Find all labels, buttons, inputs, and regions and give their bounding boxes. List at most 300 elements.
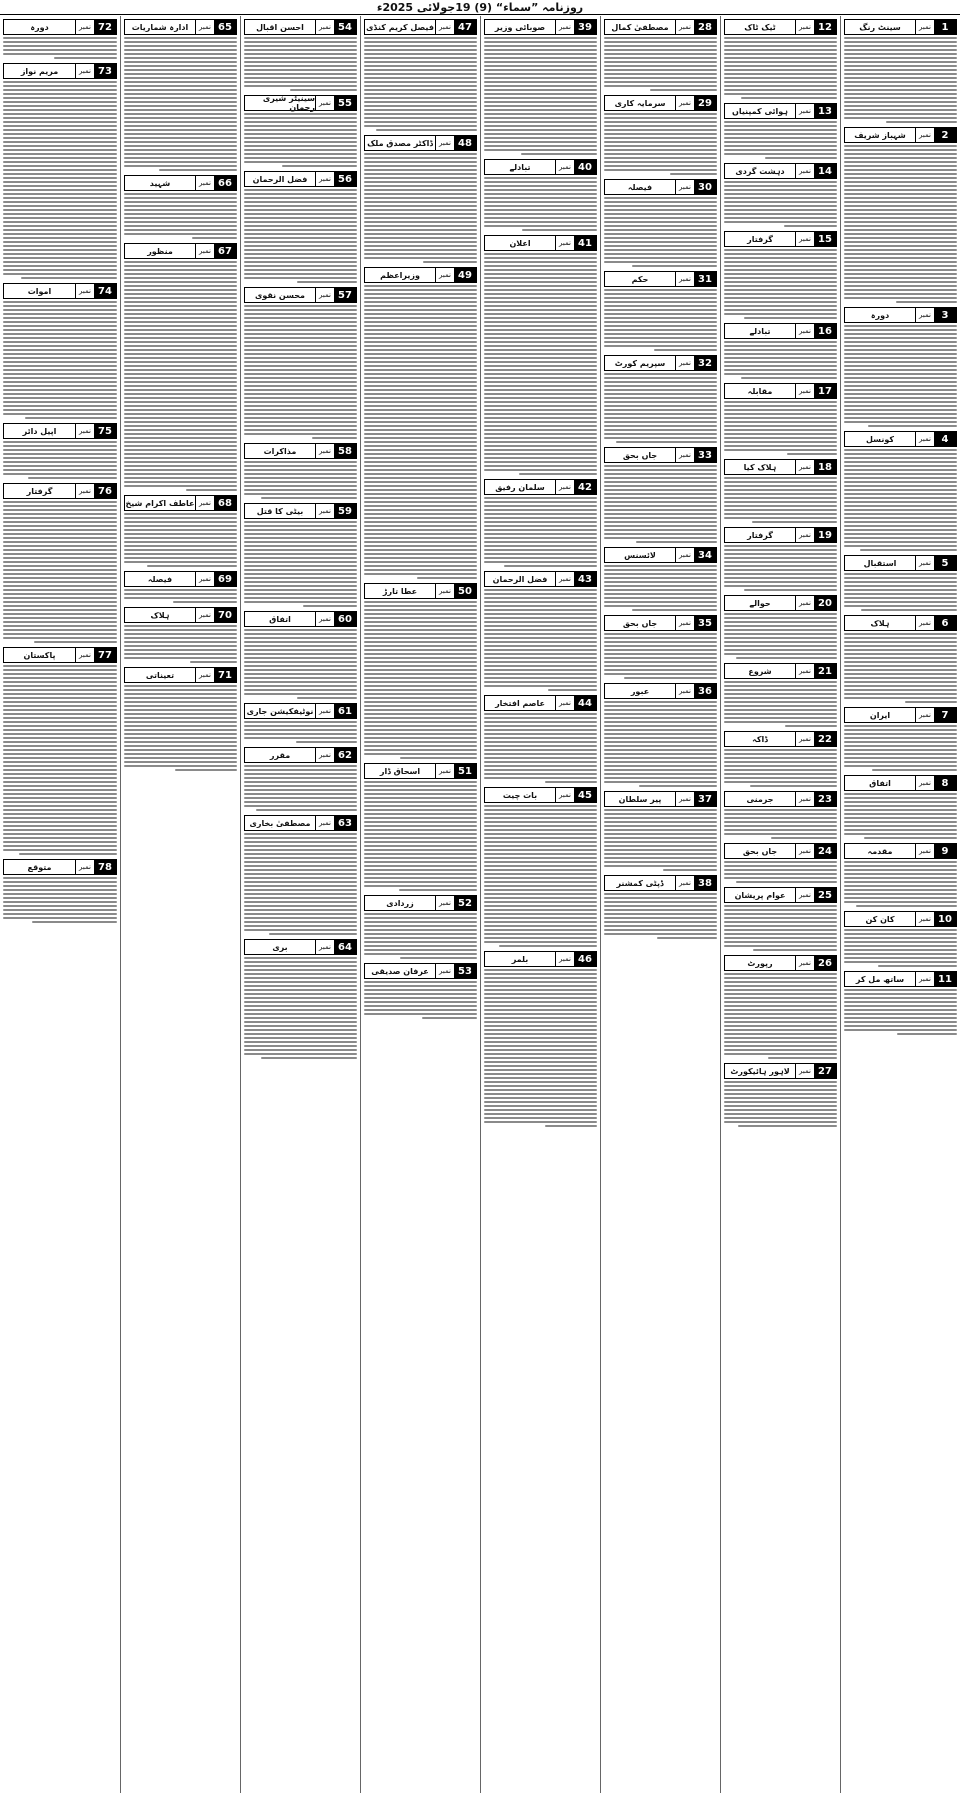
text-line (844, 485, 957, 487)
text-line (844, 457, 957, 459)
text-line (604, 725, 717, 727)
text-line (844, 281, 957, 283)
news-item (844, 911, 957, 967)
text-line (604, 717, 717, 719)
text-line (364, 933, 477, 935)
text-line (484, 845, 597, 847)
text-line (124, 97, 237, 99)
news-item-header (484, 951, 597, 967)
news-item (484, 951, 597, 1127)
text-line (3, 565, 117, 567)
text-line (3, 533, 117, 535)
news-item-number: 28 (694, 20, 716, 34)
text-line (844, 501, 957, 503)
text-line (399, 889, 477, 891)
text-line (604, 521, 717, 523)
text-line (844, 81, 957, 83)
text-line (3, 797, 117, 799)
text-line (3, 357, 117, 359)
text-line (724, 629, 837, 631)
text-line (244, 241, 357, 243)
text-line (844, 533, 957, 535)
news-item-header (844, 19, 957, 35)
text-line (3, 553, 117, 555)
text-line (3, 157, 117, 159)
text-line (364, 721, 477, 723)
text-line (244, 985, 357, 987)
text-line (364, 477, 477, 479)
text-line (604, 129, 717, 131)
news-item-header (844, 775, 957, 791)
text-line (604, 733, 717, 735)
news-item-label: نمبر (675, 356, 694, 370)
news-item-body (724, 401, 837, 455)
text-line (124, 437, 237, 439)
text-line (3, 241, 117, 243)
text-line (244, 121, 357, 123)
news-item (844, 307, 957, 427)
text-line (364, 109, 477, 111)
news-item-label: نمبر (435, 896, 454, 910)
text-line (724, 433, 837, 435)
text-line (650, 89, 717, 91)
news-item-header (3, 19, 117, 35)
text-line (364, 433, 477, 435)
text-line (364, 849, 477, 851)
news-item-title: اعلان (485, 236, 555, 250)
news-item-number: 46 (574, 952, 596, 966)
news-item-number: 7 (934, 708, 956, 722)
news-item-body (724, 613, 837, 659)
text-line (364, 717, 477, 719)
text-line (3, 889, 117, 891)
text-line (604, 381, 717, 383)
news-item (484, 235, 597, 475)
text-line (724, 861, 837, 863)
text-line (484, 873, 597, 875)
text-line (604, 773, 717, 775)
text-line (3, 629, 117, 631)
text-line (364, 749, 477, 751)
text-line (484, 853, 597, 855)
text-line (741, 377, 837, 379)
news-item-title: اتفاق (245, 612, 315, 626)
text-line (244, 977, 357, 979)
news-item-body (3, 501, 117, 643)
text-line (124, 465, 237, 467)
text-line (244, 557, 357, 559)
text-line (636, 541, 717, 543)
news-item-title: ٹیک ٹاک (725, 20, 795, 34)
news-item-title: اپیل دائر (4, 424, 75, 438)
text-line (364, 437, 477, 439)
text-line (124, 113, 237, 115)
text-line (364, 445, 477, 447)
text-line (724, 973, 837, 975)
text-line (124, 749, 237, 751)
text-line (604, 857, 717, 859)
text-line (3, 561, 117, 563)
news-item-number: 64 (334, 940, 356, 954)
news-item (604, 95, 717, 175)
news-item-header (604, 615, 717, 631)
text-line (3, 117, 117, 119)
text-line (604, 253, 717, 255)
text-line (604, 393, 717, 395)
news-item-body (484, 805, 597, 947)
text-line (844, 73, 957, 75)
news-item-body (484, 589, 597, 691)
text-line (604, 165, 717, 167)
text-line (844, 805, 957, 807)
text-line (844, 289, 957, 291)
text-line (724, 269, 837, 271)
news-item-title: تبادلے (485, 160, 555, 174)
text-line (484, 609, 597, 611)
text-line (3, 769, 117, 771)
news-item-title: فضل الرحمان (245, 172, 315, 186)
text-line (724, 429, 837, 431)
text-line (312, 437, 357, 439)
text-line (244, 545, 357, 547)
text-line (244, 597, 357, 599)
text-line (484, 717, 597, 719)
news-item-title: ہوائی کمپنیاں (725, 104, 795, 118)
text-line (3, 601, 117, 603)
text-line (364, 885, 477, 887)
text-line (3, 161, 117, 163)
text-line (3, 385, 117, 387)
news-item (364, 583, 477, 759)
text-line (244, 773, 357, 775)
text-line (3, 757, 117, 759)
news-item-number: 29 (694, 96, 716, 110)
text-line (124, 733, 237, 735)
text-line (364, 413, 477, 415)
news-item-title: زردادی (365, 896, 435, 910)
text-line (844, 577, 957, 579)
news-item-number: 30 (694, 180, 716, 194)
text-line (244, 1049, 357, 1051)
news-item (3, 423, 117, 479)
text-line (3, 909, 117, 911)
news-item-header (3, 63, 117, 79)
text-line (604, 301, 717, 303)
text-line (844, 661, 957, 663)
text-line (244, 965, 357, 967)
text-line (724, 141, 837, 143)
text-line (124, 549, 237, 551)
text-line (244, 133, 357, 135)
text-line (724, 289, 837, 291)
text-line (3, 529, 117, 531)
text-line (604, 389, 717, 391)
news-item-title: دورہ (845, 308, 915, 322)
text-line (632, 609, 717, 611)
text-line (124, 265, 237, 267)
text-line (3, 269, 117, 271)
text-line (484, 1077, 597, 1079)
text-line (844, 165, 957, 167)
text-line (3, 301, 117, 303)
text-line (724, 921, 837, 923)
text-line (3, 577, 117, 579)
text-line (3, 825, 117, 827)
text-line (3, 809, 117, 811)
text-line (364, 745, 477, 747)
text-line (124, 421, 237, 423)
news-item-label: نمبر (315, 20, 334, 34)
news-item-body (124, 513, 237, 567)
text-line (3, 341, 117, 343)
text-line (604, 517, 717, 519)
text-line (844, 937, 957, 939)
text-line (724, 549, 837, 551)
text-line (484, 713, 597, 715)
text-line (484, 149, 597, 151)
text-line (724, 445, 837, 447)
text-line (364, 533, 477, 535)
text-line (484, 769, 597, 771)
news-item (724, 595, 837, 659)
news-item-body (124, 589, 237, 603)
text-line (364, 481, 477, 483)
text-line (844, 989, 957, 991)
text-line (724, 425, 837, 427)
text-line (724, 581, 837, 583)
text-line (3, 325, 117, 327)
text-line (844, 245, 957, 247)
text-line (844, 297, 957, 299)
news-item-header (604, 355, 717, 371)
text-line (124, 297, 237, 299)
news-item (844, 19, 957, 123)
text-line (124, 269, 237, 271)
text-line (724, 689, 837, 691)
news-item-title: نوٹیفکیشن جاری (245, 704, 315, 718)
text-line (124, 545, 237, 547)
text-line (484, 905, 597, 907)
news-item (724, 887, 837, 951)
news-item-label: نمبر (795, 164, 814, 178)
news-item (364, 963, 477, 1019)
text-line (3, 605, 117, 607)
news-item-title: استقبال (845, 556, 915, 570)
news-item-title: گرفتار (4, 484, 75, 498)
news-item-header (484, 695, 597, 711)
text-line (484, 1049, 597, 1051)
text-line (124, 685, 237, 687)
text-line (604, 669, 717, 671)
text-line (886, 121, 957, 123)
text-line (724, 777, 837, 779)
text-line (244, 149, 357, 151)
text-line (844, 221, 957, 223)
text-line (844, 1021, 957, 1023)
news-item-title: پیر سلطان (605, 792, 675, 806)
text-line (244, 245, 357, 247)
text-line (3, 133, 117, 135)
text-line (484, 93, 597, 95)
news-item-label: نمبر (795, 1064, 814, 1078)
text-line (844, 865, 957, 867)
text-line (244, 969, 357, 971)
text-line (3, 513, 117, 515)
news-item-header (724, 527, 837, 543)
text-line (244, 345, 357, 347)
news-item-label: نمبر (915, 20, 934, 34)
news-item-title: تبادلے (725, 324, 795, 338)
text-line (724, 345, 837, 347)
text-line (844, 765, 957, 767)
text-line (124, 229, 237, 231)
text-line (768, 1057, 837, 1059)
news-item-label: نمبر (555, 952, 574, 966)
text-line (364, 877, 477, 879)
text-line (724, 1085, 837, 1087)
news-item (724, 163, 837, 227)
text-line (484, 985, 597, 987)
text-line (484, 625, 597, 627)
text-line (724, 1049, 837, 1051)
text-line (364, 169, 477, 171)
text-line (844, 49, 957, 51)
text-line (244, 841, 357, 843)
text-line (844, 933, 957, 935)
text-line (604, 529, 717, 531)
text-line (124, 61, 237, 63)
text-line (844, 465, 957, 467)
text-line (484, 53, 597, 55)
text-line (124, 349, 237, 351)
text-line (3, 37, 117, 39)
text-line (364, 637, 477, 639)
text-line (124, 461, 237, 463)
text-line (484, 37, 597, 39)
text-line (3, 789, 117, 791)
news-item-number: 61 (334, 704, 356, 718)
news-item-header (3, 483, 117, 499)
news-item-title: عرفان صدیقی (365, 964, 435, 978)
text-line (844, 341, 957, 343)
text-line (244, 581, 357, 583)
text-line (484, 349, 597, 351)
text-line (484, 313, 597, 315)
text-line (484, 933, 597, 935)
text-line (844, 69, 957, 71)
text-line (124, 401, 237, 403)
text-line (844, 1017, 957, 1019)
text-line (3, 93, 117, 95)
news-item-number: 59 (334, 504, 356, 518)
text-line (3, 545, 117, 547)
text-line (484, 529, 597, 531)
text-line (364, 221, 477, 223)
text-line (724, 89, 837, 91)
text-line (3, 305, 117, 307)
text-line (604, 585, 717, 587)
text-line (364, 809, 477, 811)
text-line (724, 149, 837, 151)
text-line (3, 353, 117, 355)
text-line (244, 485, 357, 487)
text-line (364, 253, 477, 255)
text-line (522, 229, 597, 231)
news-item-label: نمبر (915, 432, 934, 446)
text-line (364, 65, 477, 67)
text-line (364, 389, 477, 391)
news-item-number: 19 (814, 528, 836, 542)
text-line (844, 189, 957, 191)
news-item-body (724, 341, 837, 379)
news-item-title: ہلاک (125, 608, 195, 622)
text-line (724, 1081, 837, 1083)
text-line (364, 689, 477, 691)
text-line (844, 605, 957, 607)
text-line (269, 933, 357, 935)
text-line (724, 685, 837, 687)
text-line (244, 737, 357, 739)
text-line (484, 421, 597, 423)
text-line (484, 593, 597, 595)
text-line (604, 673, 717, 675)
text-line (724, 273, 837, 275)
text-line (3, 401, 117, 403)
text-line (484, 1001, 597, 1003)
news-item-number: 32 (694, 356, 716, 370)
text-line (364, 857, 477, 859)
text-line (364, 333, 477, 335)
text-line (844, 593, 957, 595)
text-line (484, 1013, 597, 1015)
text-line (364, 913, 477, 915)
text-line (604, 465, 717, 467)
text-line (3, 409, 117, 411)
news-item-label: نمبر (195, 20, 214, 34)
text-line (484, 881, 597, 883)
news-item-header (844, 707, 957, 723)
news-item-header (724, 1063, 837, 1079)
text-line (256, 809, 357, 811)
news-item-header (724, 595, 837, 611)
news-item-number: 70 (214, 608, 236, 622)
text-line (844, 381, 957, 383)
text-line (124, 361, 237, 363)
text-line (244, 925, 357, 927)
text-line (400, 957, 477, 959)
text-line (244, 409, 357, 411)
text-line (844, 449, 957, 451)
text-line (3, 349, 117, 351)
text-line (484, 817, 597, 819)
text-line (244, 593, 357, 595)
news-item (484, 159, 597, 231)
text-line (844, 505, 957, 507)
text-line (244, 897, 357, 899)
text-line (3, 89, 117, 91)
text-line (604, 837, 717, 839)
text-line (844, 729, 957, 731)
news-item-title: گرفتار (725, 528, 795, 542)
text-line (244, 225, 357, 227)
news-item-label: نمبر (315, 816, 334, 830)
text-line (663, 869, 717, 871)
text-line (3, 453, 117, 455)
text-line (364, 929, 477, 931)
news-item-number: 51 (454, 764, 476, 778)
news-item-label: نمبر (915, 776, 934, 790)
text-line (844, 953, 957, 955)
